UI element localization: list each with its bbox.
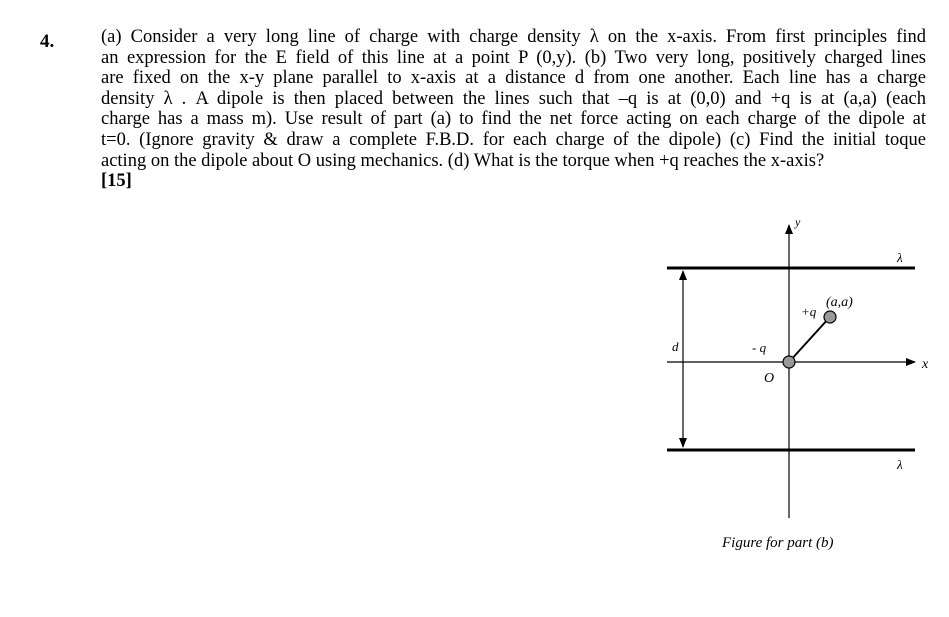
question-line-5: charge has a mass m). Use result of part (a) to find the net force acting on each charge of the dipole at [101,109,926,130]
positive-charge-coords: (a,a) [826,295,853,310]
question-line-7: acting on the dipole about O using mechanics. (d) What is the torque when +q reaches the x-axis? [101,150,825,171]
figure-caption: Figure for part (b) [722,535,834,551]
x-axis-label: x [922,357,929,372]
negative-charge [783,356,795,368]
question-number: 4. [40,31,55,52]
bottom-line-lambda-label: λ [897,457,903,472]
question-line-3: are fixed on the x-y plane parallel to x-axis at a distance d from one another. Each line has a charge [101,68,926,89]
y-axis-label: y [795,215,801,229]
question-line-2: an expression for the E field of this line at a point P (0,y). (b) Two very long, positively charged lines [101,47,926,68]
question-marks: [15] [101,171,132,192]
positive-charge [824,311,836,323]
distance-d-label: d [672,339,679,354]
question-line-6: t=0. (Ignore gravity & draw a complete F.B.D. for each charge of the dipole) (c) Find the initial toque [101,129,926,150]
question-line-4: density λ . A dipole is then placed between the lines such that –q is at (0,0) and +q is at (a,a) (each [101,88,926,109]
question-line-1: (a) Consider a very long line of charge with charge density λ on the x-axis. From first principles find [101,27,926,47]
negative-charge-label: - q [752,340,767,355]
top-line-lambda-label: λ [897,250,903,265]
dipole-rod [789,318,829,362]
positive-charge-label: +q [801,304,817,319]
origin-label: O [764,371,775,386]
